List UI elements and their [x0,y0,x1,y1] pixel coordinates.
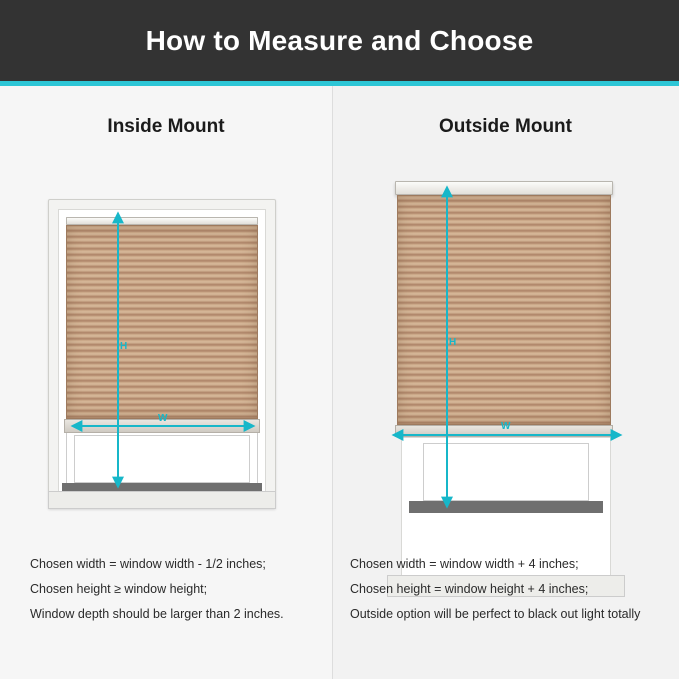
width-label-inside: W [158,413,168,424]
caption-line: Chosen height ≥ window height; [30,582,208,596]
measurement-arrows-inside [48,199,284,609]
captions-inside [30,552,284,627]
height-label-outside: H [449,337,457,348]
caption-line: Window depth should be larger than 2 inches. [30,607,284,621]
header-bar [0,0,679,81]
panel-divider [332,86,333,679]
caption-line: Chosen width = window width - 1/2 inches; [30,557,266,571]
inside-mount-illustration [48,199,284,609]
panel-title-inside: Inside Mount [107,116,225,137]
captions-outside [350,552,640,627]
outside-mount-illustration [387,181,629,609]
caption-line: Outside option will be perfect to black out light totally [350,607,641,621]
panels-container [0,86,679,679]
width-label-outside: W [501,421,511,432]
caption-line: Chosen height = window height + 4 inches; [350,582,589,596]
panel-title-outside: Outside Mount [439,116,572,137]
measurement-arrows-outside [387,181,629,609]
panel-inside-mount [0,86,332,679]
caption-line: Chosen width = window width + 4 inches; [350,557,579,571]
height-label-inside: H [120,341,128,352]
panel-outside-mount [332,86,679,679]
page-title: How to Measure and Choose [145,24,534,56]
